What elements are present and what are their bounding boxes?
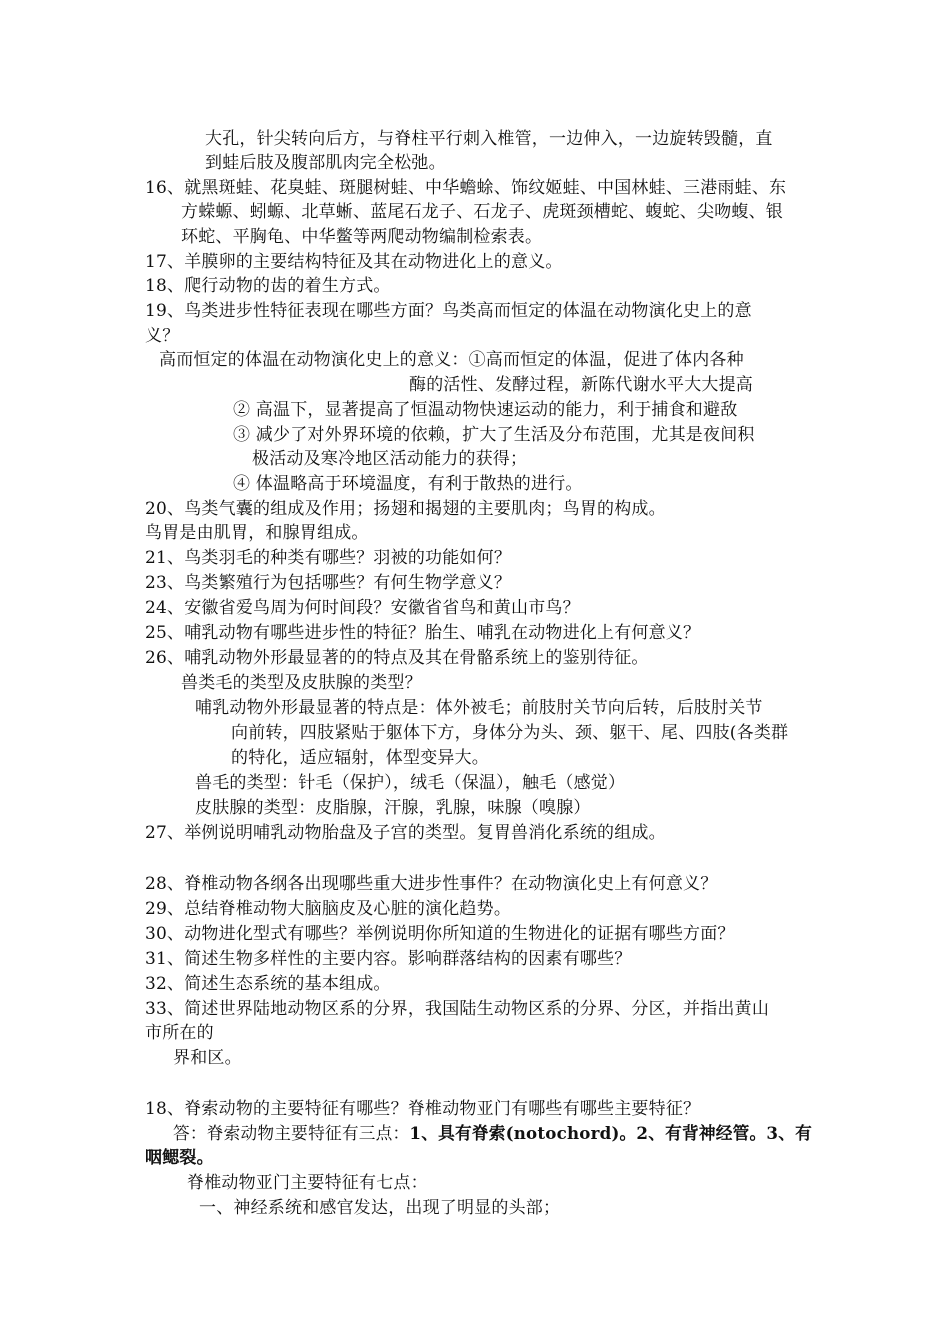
text-line: 32、简述生态系统的基本组成。 (145, 974, 391, 994)
text-line: 17、羊膜卵的主要结构特征及其在动物进化上的意义。 (145, 252, 563, 272)
text-line: 界和区。 (173, 1048, 242, 1068)
text-line: 极活动及寒冷地区活动能力的获得； (252, 449, 528, 469)
text-line: 市所在的 (145, 1023, 214, 1043)
text-line: 33、简述世界陆地动物区系的分界，我国陆生动物区系的分界、分区，并指出黄山 (145, 999, 770, 1019)
text-line: 18、脊索动物的主要特征有哪些？脊椎动物亚门有哪些有哪些主要特征？ (145, 1099, 701, 1119)
text-line: 咽鳃裂。 (145, 1148, 214, 1168)
text-line: 20、鸟类气囊的组成及作用；扬翅和揭翅的主要肌肉；鸟胃的构成。 (145, 499, 666, 519)
answer-prefix: 答：脊索动物主要特征有三点： (173, 1124, 410, 1144)
text-line: 皮肤腺的类型：皮脂腺，汗腺，乳腺，味腺（嗅腺） (195, 798, 591, 818)
text-line: 25、哺乳动物有哪些进步性的特征？胎生、哺乳在动物进化上有何意义？ (145, 623, 701, 643)
answer-bold: 1、具有脊索(notochord)。2、有背神经管。3、有 (409, 1124, 812, 1144)
text-line: 方蝾螈、蚓螈、北草蜥、蓝尾石龙子、石龙子、虎斑颈槽蛇、蝮蛇、尖吻蝮、银 (181, 202, 783, 222)
text-line: 酶的活性、发酵过程，新陈代谢水平大大提高 (409, 375, 753, 395)
text-line: 大孔，针尖转向后方，与脊柱平行刺入椎管，一边伸入，一边旋转毁髓，直 (205, 129, 773, 149)
text-line: 向前转，四肢紧贴于躯体下方，身体分为头、颈、躯干、尾、四肢(各类群 (231, 723, 789, 743)
text-line: 28、脊椎动物各纲各出现哪些重大进步性事件？在动物演化史上有何意义？ (145, 874, 718, 894)
text-line: 29、总结脊椎动物大脑脑皮及心脏的演化趋势。 (145, 899, 512, 919)
text-line: 环蛇、平胸龟、中华鳖等两爬动物编制检索表。 (181, 227, 543, 247)
text-line: 兽毛的类型：针毛（保护），绒毛（保温），触毛（感觉） (195, 773, 626, 793)
text-line: 兽类毛的类型及皮肤腺的类型？ (181, 673, 422, 693)
text-line: 到蛙后肢及腹部肌肉完全松弛。 (205, 153, 446, 173)
text-line: 一、神经系统和感官发达，出现了明显的头部； (199, 1198, 561, 1218)
text-line: ④ 体温略高于环境温度，有利于散热的进行。 (233, 474, 583, 494)
text-line: 18、爬行动物的齿的着生方式。 (145, 276, 391, 296)
text-line: 27、举例说明哺乳动物胎盘及子宫的类型。复胃兽消化系统的组成。 (145, 823, 666, 843)
text-line: 16、就黑斑蛙、花臭蛙、斑腿树蛙、中华蟾蜍、饰纹姬蛙、中国林蛙、三港雨蛙、东 (145, 178, 787, 198)
text-line: 的特化，适应辐射，体型变异大。 (231, 748, 489, 768)
text-line: 高而恒定的体温在动物演化史上的意义：①高而恒定的体温，促进了体内各种 (159, 350, 744, 370)
text-line: 26、哺乳动物外形最显著的的特点及其在骨骼系统上的鉴别待征。 (145, 648, 649, 668)
text-line: ③ 减少了对外界环境的依赖，扩大了生活及分布范围，尤其是夜间积 (233, 425, 755, 445)
text-line: ② 高温下，显著提高了恒温动物快速运动的能力，利于捕食和避敌 (233, 400, 738, 420)
text-line: 24、安徽省爱鸟周为何时间段？安徽省省鸟和黄山市鸟？ (145, 598, 580, 618)
text-line: 19、鸟类进步性特征表现在哪些方面？鸟类高而恒定的体温在动物演化史上的意 (145, 301, 752, 321)
text-line: 脊椎动物亚门主要特征有七点： (187, 1173, 428, 1193)
text-line: 30、动物进化型式有哪些？举例说明你所知道的生物进化的证据有哪些方面？ (145, 924, 735, 944)
answer-line (173, 1122, 812, 1146)
text-line: 23、鸟类繁殖行为包括哪些？有何生物学意义？ (145, 573, 512, 593)
text-line: 哺乳动物外形最显著的特点是：体外被毛；前肢肘关节向后转，后肢肘关节 (195, 698, 763, 718)
text-line: 义？ (145, 326, 180, 346)
text-line: 21、鸟类羽毛的种类有哪些？羽被的功能如何？ (145, 548, 512, 568)
text-line: 鸟胃是由肌胃，和腺胃组成。 (145, 523, 369, 543)
text-line: 31、简述生物多样性的主要内容。影响群落结构的因素有哪些？ (145, 949, 632, 969)
